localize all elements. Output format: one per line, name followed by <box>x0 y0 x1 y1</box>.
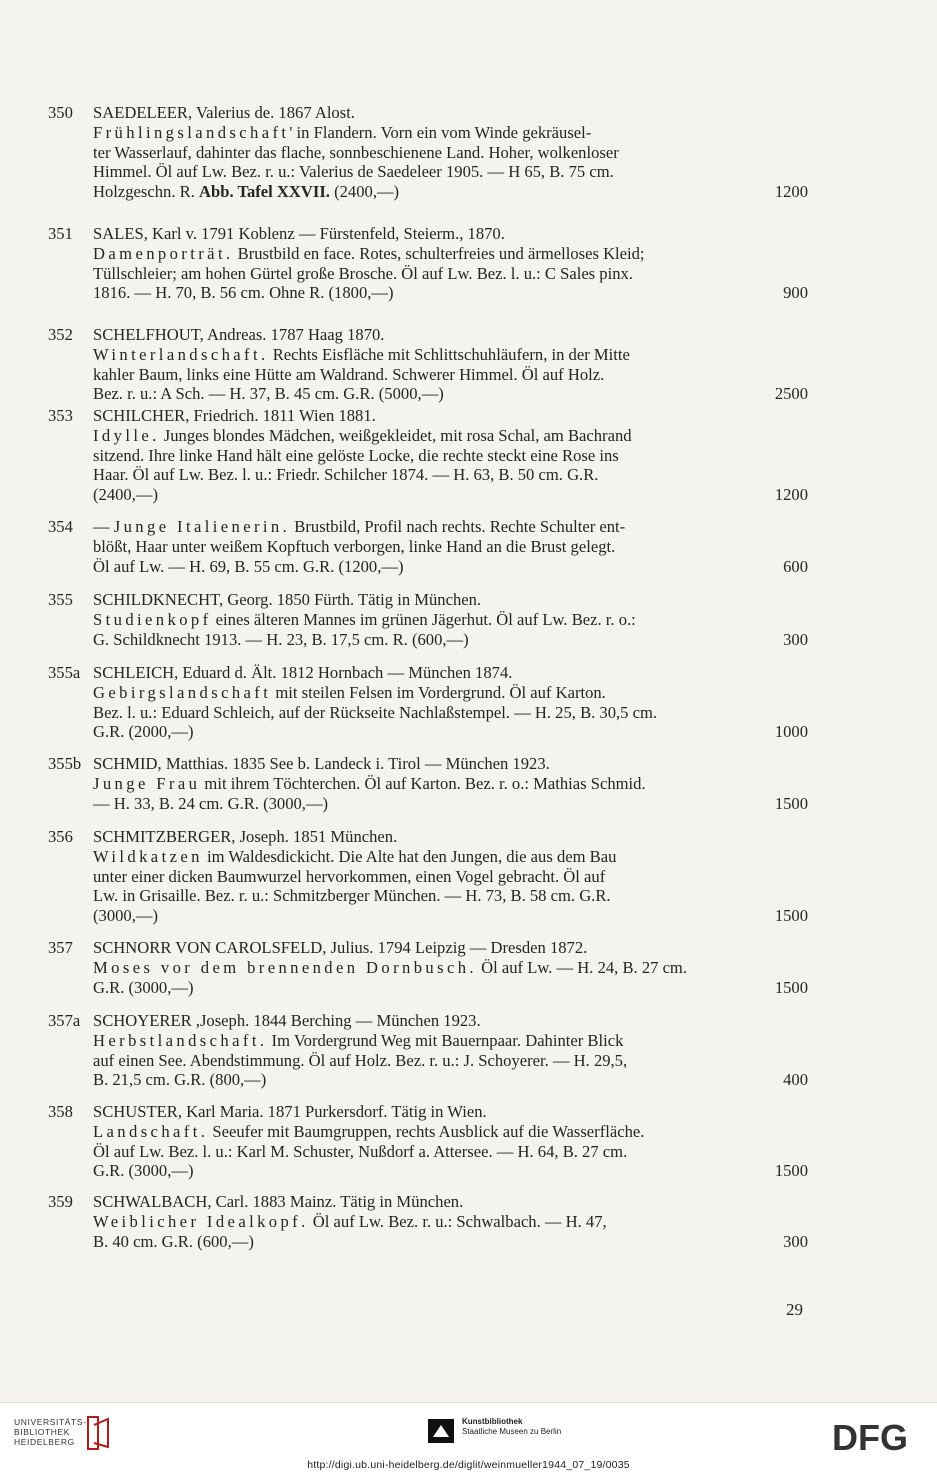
entry-line <box>93 1232 808 1252</box>
entry-line <box>93 537 808 557</box>
entry-text: G.R. (3000,—) <box>93 1161 194 1181</box>
entry-line <box>93 426 808 446</box>
artwork-title: Idylle. <box>93 425 160 445</box>
entry-line <box>93 794 808 814</box>
entry-text: SCHILCHER, Friedrich. 1811 Wien 1881. <box>93 406 376 425</box>
entry-text: Öl auf Lw. — H. 69, B. 55 cm. G.R. (1200,—) <box>93 556 404 576</box>
entry-number: 350 <box>48 103 73 122</box>
entry-line <box>93 1142 808 1162</box>
entry-text: Junges blondes Mädchen, weißgekleidet, mit rosa Schal, am Bachrand <box>159 425 632 445</box>
entry-text: SAEDELEER, Valerius de. 1867 Alost. <box>93 103 355 122</box>
entry-body <box>93 1011 808 1090</box>
entry-line <box>93 1031 808 1051</box>
university-logo-icon <box>84 1413 112 1453</box>
entry-text: SALES, Karl v. 1791 Koblenz — Fürstenfeld, Steierm., 1870. <box>93 224 505 243</box>
entry-text: Brustbild, Profil nach rechts. Rechte Schulter ent- <box>290 517 626 536</box>
entry-text: — <box>93 517 114 536</box>
entry-number: 351 <box>48 224 73 243</box>
catalog-entry <box>48 938 808 997</box>
source-url[interactable]: http://digi.ub.uni-heidelberg.de/diglit/weinmueller1944_07_19/0035 <box>307 1459 630 1471</box>
entry-line <box>93 703 808 723</box>
estimate-price: 1500 <box>774 906 808 926</box>
entry-number: 352 <box>48 325 73 344</box>
entry-text: ter Wasserlauf, dahinter das flache, sonnbeschienene Land. Hoher, wolkenloser <box>93 142 619 162</box>
estimate-price: 1500 <box>774 1161 808 1181</box>
entry-body <box>93 754 808 813</box>
entry-line <box>93 244 808 264</box>
entry-text: Brustbild en face. Rotes, schulterfreies und ärmelloses Kleid; <box>233 243 645 263</box>
estimate-price: 900 <box>783 283 808 303</box>
artwork-title: Wildkatzen <box>93 846 203 866</box>
entry-body <box>93 1192 808 1251</box>
entry-text: mit steilen Felsen im Vordergrund. Öl auf Karton. <box>271 682 606 702</box>
entry-text: SCHLEICH, Eduard d. Ält. 1812 Hornbach — München 1874. <box>93 663 513 682</box>
entry-text: (3000,—) <box>93 906 158 926</box>
entry-line <box>93 722 808 742</box>
artwork-title: Gebirgslandschaft <box>93 682 272 702</box>
artwork-title: Damenporträt. <box>93 243 234 263</box>
entry-text: G.R. (2000,—) <box>93 722 194 742</box>
entry-line <box>93 754 808 774</box>
entry-text: sitzend. Ihre linke Hand hält eine gelöste Locke, die rechte steckt eine Rose ins <box>93 445 619 465</box>
entry-line <box>93 978 808 998</box>
entry-text: 1816. — H. 70, B. 56 cm. Ohne R. (1800,—) <box>93 283 394 303</box>
estimate-price: 1200 <box>774 182 808 202</box>
entry-text: Rechts Eisfläche mit Schlittschuhläufern, in der Mitte <box>268 344 630 364</box>
kunstbibliothek-logo-icon <box>428 1419 454 1443</box>
entry-text: SCHILDKNECHT, Georg. 1850 Fürth. Tätig in München. <box>93 590 482 609</box>
entry-text: Im Vordergrund Weg mit Bauernpaar. Dahinter Blick <box>267 1030 624 1050</box>
entry-line <box>93 143 808 163</box>
entry-number: 354 <box>48 517 73 536</box>
entry-line <box>93 610 808 630</box>
entry-text: SCHELFHOUT, Andreas. 1787 Haag 1870. <box>93 325 385 344</box>
entry-line <box>93 1161 808 1181</box>
catalog-entry <box>48 663 808 742</box>
entry-text: B. 40 cm. G.R. (600,—) <box>93 1231 254 1251</box>
entry-text: Seeufer mit Baumgruppen, rechts Ausblick auf die Wasserfläche. <box>208 1121 645 1141</box>
university-name: UNIVERSITÄTS- BIBLIOTHEK HEIDELBERG <box>14 1417 87 1447</box>
artwork-title: Herbstlandschaft. <box>93 1030 268 1050</box>
entry-text: Haar. Öl auf Lw. Bez. l. u.: Friedr. Schilcher 1874. — H. 63, B. 50 cm. G.R. <box>93 465 599 485</box>
estimate-price: 1500 <box>774 977 808 997</box>
entry-text: Bez. r. u.: A Sch. — H. 37, B. 45 cm. G.R. (5000,—) <box>93 384 444 404</box>
entry-text: mit ihrem Töchterchen. Öl auf Karton. Bez. r. o.: Mathias Schmid. <box>200 773 646 793</box>
catalog-entry <box>48 1011 808 1090</box>
artwork-title: Junge Frau <box>93 773 201 793</box>
entry-number: 357 <box>48 938 73 957</box>
entry-number: 355a <box>48 663 81 682</box>
artwork-title: Junge Italienerin. <box>113 517 291 536</box>
entry-text: eines älteren Mannes im grünen Jägerhut. Öl auf Lw. Bez. r. o.: <box>211 609 636 629</box>
svg-text:DFG: DFG <box>832 1419 908 1455</box>
entry-text: G. Schildknecht 1913. — H. 23, B. 17,5 cm. R. (600,—) <box>93 629 469 649</box>
entry-line <box>93 384 808 404</box>
entry-body <box>93 325 808 404</box>
entry-text: unter einer dicken Baumwurzel hervorkommen, einen Vogel gebracht. Öl auf <box>93 866 606 886</box>
entry-number: 353 <box>48 406 73 425</box>
entry-line <box>93 1051 808 1071</box>
footer-bar <box>0 1402 937 1474</box>
entry-body <box>93 938 808 997</box>
catalog-entry <box>48 224 808 303</box>
entry-line <box>93 465 808 485</box>
entry-line <box>93 938 808 958</box>
entry-line <box>93 847 808 867</box>
artwork-title: Winterlandschaft. <box>93 344 269 364</box>
entry-line <box>93 103 808 123</box>
catalog-entry <box>48 406 808 505</box>
entry-text: Holzgeschn. R. <box>93 182 199 202</box>
entry-line <box>93 590 808 610</box>
estimate-price: 1500 <box>774 793 808 813</box>
estimate-price: 300 <box>783 629 808 649</box>
entry-number: 355 <box>48 590 73 609</box>
entry-line <box>93 827 808 847</box>
artwork-title: Weiblicher Idealkopf. <box>93 1211 309 1231</box>
entry-line <box>93 630 808 650</box>
entry-text: SCHOYERER ,Joseph. 1844 Berching — München 1923. <box>93 1011 481 1030</box>
entry-body <box>93 224 808 303</box>
entry-line <box>93 283 808 303</box>
catalog-entry <box>48 590 808 649</box>
entry-line <box>93 224 808 244</box>
entry-text: Öl auf Lw. Bez. l. u.: Karl M. Schuster, Nußdorf a. Attersee. — H. 64, B. 27 cm. <box>93 1141 628 1161</box>
entry-text: Bez. l. u.: Eduard Schleich, auf der Rückseite Nachlaßstempel. — H. 25, B. 30,5 cm. <box>93 702 658 722</box>
plate-reference: Abb. Tafel XXVII. <box>199 182 330 202</box>
entry-text: Himmel. Öl auf Lw. Bez. r. u.: Valerius de Saedeleer 1905. — H 65, B. 75 cm. <box>93 162 614 182</box>
entry-line <box>93 325 808 345</box>
catalog-entry <box>48 754 808 813</box>
entry-line <box>93 123 808 143</box>
artwork-title: Landschaft. <box>93 1121 209 1141</box>
entry-line <box>93 1011 808 1031</box>
entry-text: SCHWALBACH, Carl. 1883 Mainz. Tätig in München. <box>93 1192 464 1211</box>
entry-text: kahler Baum, links eine Hütte am Waldrand. Schwerer Himmel. Öl auf Holz. <box>93 364 605 384</box>
entry-text: im Waldesdickicht. Die Alte hat den Jungen, die aus dem Bau <box>202 846 617 866</box>
entry-number: 357a <box>48 1011 81 1030</box>
entry-text: auf einen See. Abendstimmung. Öl auf Holz. Bez. r. u.: J. Schoyerer. — H. 29,5, <box>93 1050 628 1070</box>
entry-text: SCHUSTER, Karl Maria. 1871 Purkersdorf. Tätig in Wien. <box>93 1102 487 1121</box>
estimate-price: 400 <box>783 1070 808 1090</box>
entry-number: 355b <box>48 754 82 773</box>
entry-line <box>93 446 808 466</box>
estimate-price: 2500 <box>774 384 808 404</box>
entry-text: Öl auf Lw. Bez. r. u.: Schwalbach. — H. 47, <box>308 1211 607 1231</box>
entry-line <box>93 867 808 887</box>
artwork-title: Frühlingslandschaft <box>93 122 290 142</box>
entry-line <box>93 683 808 703</box>
entry-body <box>93 1102 808 1181</box>
entry-line <box>93 906 808 926</box>
entry-body <box>93 406 808 505</box>
entry-text: SCHMITZBERGER, Joseph. 1851 München. <box>93 827 398 846</box>
artwork-title: Studienkopf <box>93 609 212 629</box>
entry-text: Öl auf Lw. — H. 24, B. 27 cm. <box>476 957 687 977</box>
entry-line <box>93 886 808 906</box>
catalog-entry <box>48 517 808 576</box>
entry-text: (2400,—) <box>93 485 158 505</box>
entry-line <box>93 1102 808 1122</box>
catalog-entry <box>48 1192 808 1251</box>
entry-line <box>93 1192 808 1212</box>
entry-number: 356 <box>48 827 73 846</box>
entry-line <box>93 162 808 182</box>
estimate-price: 300 <box>783 1231 808 1251</box>
entry-line <box>93 345 808 365</box>
entry-line <box>93 958 808 978</box>
entry-body <box>93 663 808 742</box>
entry-text: ' in Flandern. Vorn ein vom Winde gekräusel- <box>289 122 592 142</box>
entry-text: Lw. in Grisaille. Bez. r. u.: Schmitzberger München. — H. 73, B. 58 cm. G.R. <box>93 886 611 906</box>
entry-text: SCHNORR VON CAROLSFELD, Julius. 1794 Leipzig — Dresden 1872. <box>93 938 588 957</box>
entry-body <box>93 103 808 202</box>
entry-text: — H. 33, B. 24 cm. G.R. (3000,—) <box>93 793 329 813</box>
entry-text: Tüllschleier; am hohen Gürtel große Brosche. Öl auf Lw. Bez. l. u.: C Sales pinx. <box>93 263 633 283</box>
entry-text: blößt, Haar unter weißem Kopftuch verborgen, linke Hand an die Brust gelegt. <box>93 536 616 556</box>
entry-text: SCHMID, Matthias. 1835 See b. Landeck i. Tirol — München 1923. <box>93 754 550 773</box>
entry-line <box>93 517 808 537</box>
entry-text: G.R. (3000,—) <box>93 977 194 997</box>
entry-line <box>93 182 808 202</box>
catalog-entry <box>48 827 808 926</box>
catalog-entry <box>48 325 808 404</box>
entry-line <box>93 264 808 284</box>
library-name: Kunstbibliothek Staatliche Museen zu Berlin <box>462 1417 562 1436</box>
entry-line <box>93 365 808 385</box>
entry-body <box>93 517 808 576</box>
entry-text: (2400,—) <box>329 182 400 202</box>
entry-line <box>93 774 808 794</box>
entry-line <box>93 485 808 505</box>
entry-line <box>93 1122 808 1142</box>
artwork-title: Moses vor dem brennenden Dornbusch. <box>93 957 477 977</box>
estimate-price: 1000 <box>774 722 808 742</box>
entry-line <box>93 1212 808 1232</box>
estimate-price: 1200 <box>774 485 808 505</box>
entry-number: 358 <box>48 1102 73 1121</box>
catalog-entry <box>48 103 808 202</box>
entry-number: 359 <box>48 1192 73 1211</box>
page-number: 29 <box>786 1300 803 1319</box>
entry-line <box>93 663 808 683</box>
entry-line <box>93 406 808 426</box>
catalog-entry <box>48 1102 808 1181</box>
entry-text: B. 21,5 cm. G.R. (800,—) <box>93 1070 267 1090</box>
entry-line <box>93 557 808 577</box>
entry-body <box>93 827 808 926</box>
estimate-price: 600 <box>783 556 808 576</box>
entry-body <box>93 590 808 649</box>
dfg-logo-icon <box>832 1419 924 1455</box>
entry-line <box>93 1070 808 1090</box>
